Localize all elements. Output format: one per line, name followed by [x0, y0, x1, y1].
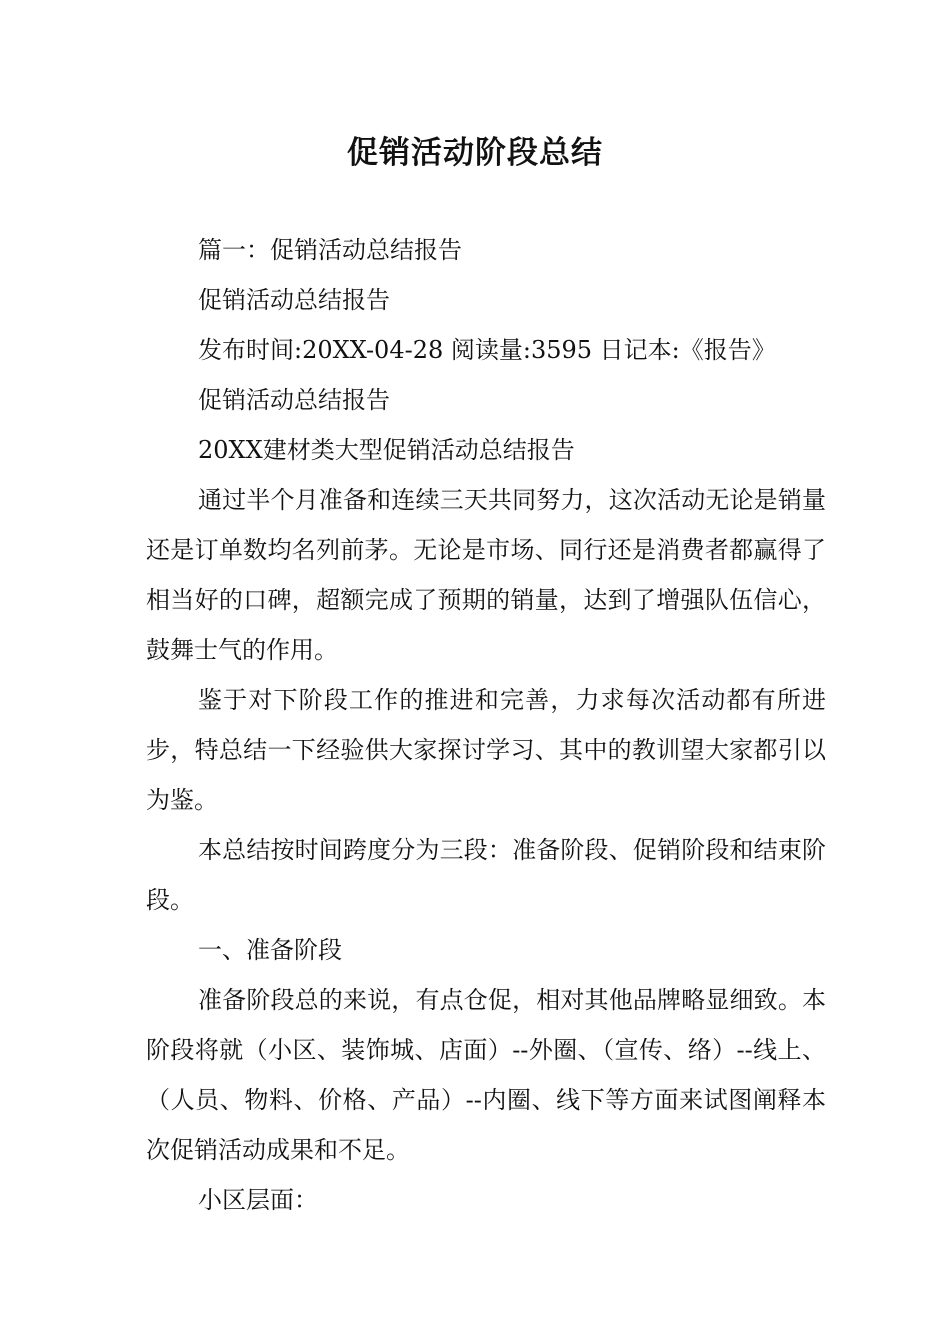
document-title: 促销活动阶段总结: [347, 135, 603, 171]
paragraph-part-heading: 篇一：促销活动总结报告: [198, 236, 462, 264]
paragraph-subtitle: 20XX建材类大型促销活动总结报告: [198, 436, 575, 464]
document-body: [146, 225, 826, 1225]
subheading-community-level: 小区层面：: [198, 1186, 318, 1214]
paragraph-structure: 本总结按时间跨度分为三段：准备阶段、促销阶段和结束阶段。: [146, 836, 826, 914]
paragraph-intro: 通过半个月准备和连续三天共同努力，这次活动无论是销量还是订单数均名列前茅。无论是市场、同行还是消费者都赢得了相当好的口碑，超额完成了预期的销量，达到了增强队伍信心，鼓舞士气的作用。: [146, 486, 826, 664]
section-heading-preparation: 一、准备阶段: [198, 936, 342, 964]
paragraph-preparation-summary: 准备阶段总的来说，有点仓促，相对其他品牌略显细致。本阶段将就（小区、装饰城、店面）--外圈、（宣传、络）--线上、（人员、物料、价格、产品）--内圈、线下等方面来试图阐释本次促销活动成果和不足。: [146, 986, 826, 1164]
paragraph-purpose: 鉴于对下阶段工作的推进和完善，力求每次活动都有所进步，特总结一下经验供大家探讨学习、其中的教训望大家都引以为鉴。: [146, 686, 826, 814]
paragraph-report-title-repeat: 促销活动总结报告: [198, 386, 390, 414]
paragraph-report-title: 促销活动总结报告: [198, 286, 390, 314]
paragraph-publish-info: 发布时间:20XX-04-28 阅读量:3595 日记本:《报告》: [198, 336, 776, 364]
